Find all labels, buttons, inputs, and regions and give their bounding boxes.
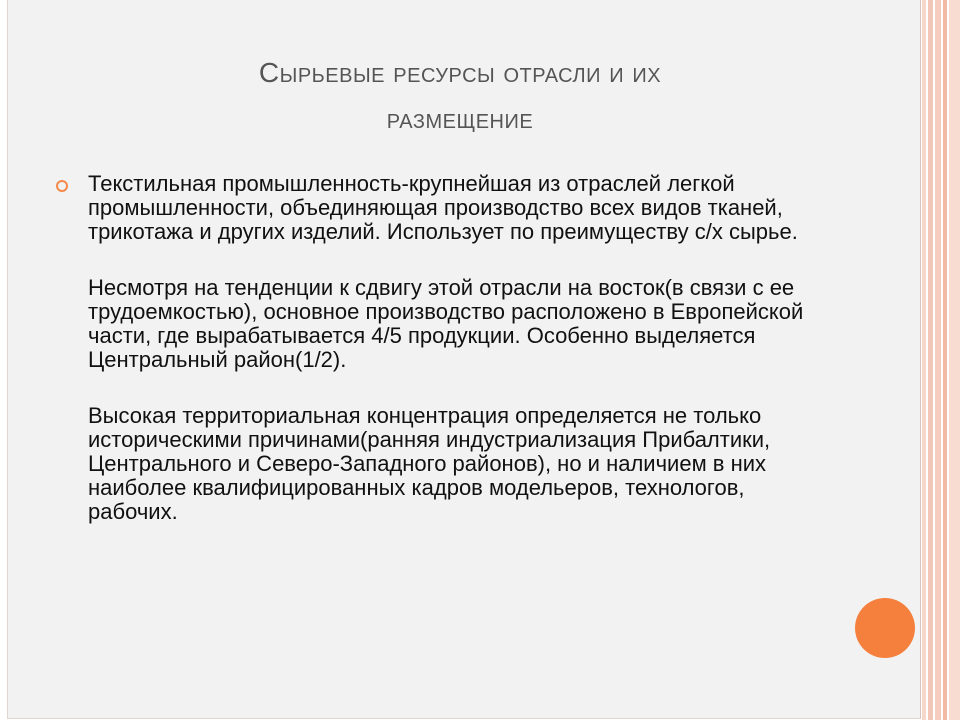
slide-title	[100, 50, 820, 142]
slide-title-line-2: размещение	[386, 103, 534, 134]
decorative-stripe	[949, 0, 960, 720]
decorative-stripe	[928, 0, 933, 720]
slide-title-line-1: Сырьевые ресурсы отрасли и их	[258, 57, 662, 88]
decorative-stripe	[943, 0, 947, 720]
slide-body	[56, 172, 836, 556]
circle-bullet-icon	[56, 180, 68, 192]
paragraph-1: Текстильная промышленность-крупнейшая из отраслей легкой промышленности, объединяющая производство всех видов тканей, трикотажа и других изделий. Использует по преимуществу с/х сырье.	[88, 171, 798, 244]
bullet-item	[56, 172, 836, 524]
decorative-stripe	[922, 0, 926, 720]
paragraph-3: Высокая территориальная концентрация определяется не только историческими причинами(ранняя индустриализация Прибалтики, Центрального и Северо-Западного районов), но и наличием в них наиболее квалифицированных кадров модельеров, технологов, рабочих.	[88, 403, 771, 524]
paragraph-2: Несмотря на тенденции к сдвигу этой отрасли на восток(в связи с ее трудоемкостью), основное производство расположено в Европейской части, где вырабатывается 4/5 продукции. Особенно выделяется Центральный район(1/2).	[88, 275, 804, 372]
decorative-circle	[855, 598, 915, 658]
decorative-stripe	[935, 0, 941, 720]
